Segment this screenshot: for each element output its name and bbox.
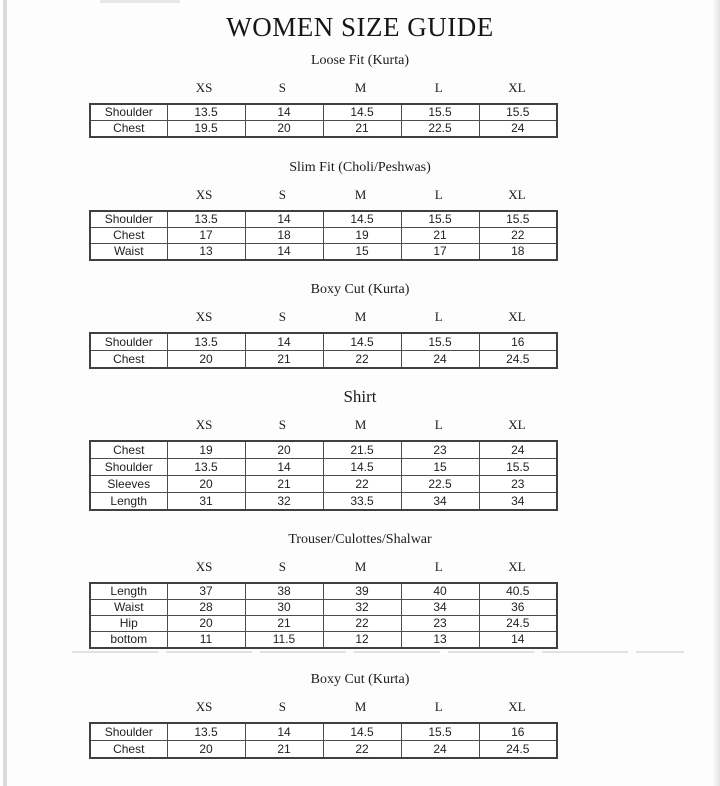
size-value-cell: 15.5: [401, 723, 479, 741]
size-value-cell: 19.5: [167, 121, 245, 138]
size-value-cell: 24.5: [479, 616, 557, 632]
size-header-xs: XS: [195, 309, 213, 324]
size-value-cell: 11.5: [245, 632, 323, 649]
size-value-cell: 14.5: [323, 333, 401, 351]
size-value-cell: 21: [245, 616, 323, 632]
measurement-table: [89, 332, 558, 369]
size-value-cell: 19: [167, 441, 245, 459]
size-value-cell: 22.5: [401, 121, 479, 138]
size-header-l: L: [434, 187, 443, 202]
size-header-l: L: [434, 417, 443, 432]
size-value-cell: 24: [479, 441, 557, 459]
size-value-cell: 19: [323, 228, 401, 244]
section-shirt: [0, 389, 720, 509]
size-value-cell: 16: [479, 333, 557, 351]
size-value-cell: 14: [479, 632, 557, 649]
size-header-xl: XL: [508, 699, 526, 714]
size-value-cell: 14.5: [323, 104, 401, 121]
size-value-cell: 34: [401, 600, 479, 616]
size-value-cell: 20: [245, 441, 323, 459]
table-row: [90, 723, 557, 741]
size-value-cell: 28: [167, 600, 245, 616]
size-header-m: M: [354, 699, 367, 714]
section-title: Trouser/Culottes/Shalwar: [288, 532, 432, 547]
size-value-cell: 15.5: [479, 211, 557, 228]
size-header-s: S: [278, 187, 286, 202]
table-row: [90, 493, 557, 511]
table-row: [90, 583, 557, 600]
size-header-s: S: [278, 80, 286, 95]
size-value-cell: 18: [479, 244, 557, 261]
size-value-cell: 13.5: [167, 459, 245, 476]
size-value-cell: 13: [167, 244, 245, 261]
size-value-cell: 14.5: [323, 723, 401, 741]
table-row: [90, 244, 557, 261]
section-boxy-cut-kurta-1: [0, 281, 720, 369]
size-header-l: L: [434, 559, 443, 574]
size-value-cell: 14.5: [323, 211, 401, 228]
row-label-cell: Sleeves: [90, 476, 167, 493]
size-header-xs: XS: [195, 187, 213, 202]
size-value-cell: 15.5: [479, 459, 557, 476]
table-row: [90, 228, 557, 244]
row-label-cell: Shoulder: [90, 459, 167, 476]
size-value-cell: 24: [401, 741, 479, 759]
size-header-row: [165, 417, 556, 433]
size-header-s: S: [278, 699, 286, 714]
size-value-cell: 14: [245, 104, 323, 121]
table-row: [90, 600, 557, 616]
size-value-cell: 17: [401, 244, 479, 261]
size-value-cell: 20: [167, 741, 245, 759]
size-header-l: L: [434, 309, 443, 324]
size-value-cell: 15: [401, 459, 479, 476]
section-boxy-cut-kurta-2: [0, 671, 720, 759]
size-value-cell: 15.5: [401, 104, 479, 121]
section-title: Shirt: [343, 387, 377, 406]
table-row: [90, 476, 557, 493]
size-header-xs: XS: [195, 559, 213, 574]
size-header-m: M: [354, 417, 367, 432]
row-label-cell: Chest: [90, 351, 167, 369]
size-header-m: M: [354, 309, 367, 324]
size-header-xl: XL: [508, 80, 526, 95]
size-header-xs: XS: [195, 417, 213, 432]
size-value-cell: 22: [323, 351, 401, 369]
size-value-cell: 37: [167, 583, 245, 600]
measurement-table: [89, 103, 558, 138]
size-value-cell: 24: [479, 121, 557, 138]
size-value-cell: 20: [167, 351, 245, 369]
section-title: Boxy Cut (Kurta): [310, 282, 410, 297]
size-header-row: [165, 699, 556, 715]
size-header-row: [165, 309, 556, 325]
size-value-cell: 40: [401, 583, 479, 600]
section-title: Slim Fit (Choli/Peshwas): [289, 160, 431, 175]
size-value-cell: 36: [479, 600, 557, 616]
page-title: WOMEN SIZE GUIDE: [226, 12, 494, 42]
size-value-cell: 12: [323, 632, 401, 649]
size-header-xs: XS: [195, 699, 213, 714]
size-header-row: [165, 187, 556, 203]
size-value-cell: 23: [401, 441, 479, 459]
size-value-cell: 22: [323, 741, 401, 759]
table-row: [90, 441, 557, 459]
size-value-cell: 11: [167, 632, 245, 649]
size-value-cell: 15.5: [401, 333, 479, 351]
row-label-cell: Length: [90, 583, 167, 600]
row-label-cell: Shoulder: [90, 104, 167, 121]
table-row: [90, 632, 557, 649]
size-value-cell: 14: [245, 459, 323, 476]
size-header-s: S: [278, 309, 286, 324]
size-value-cell: 32: [323, 600, 401, 616]
scan-top-smudge: [100, 0, 180, 3]
size-value-cell: 33.5: [323, 493, 401, 511]
size-value-cell: 18: [245, 228, 323, 244]
size-value-cell: 15.5: [479, 104, 557, 121]
row-label-cell: Chest: [90, 228, 167, 244]
size-value-cell: 17: [167, 228, 245, 244]
size-value-cell: 24.5: [479, 351, 557, 369]
section-title: Boxy Cut (Kurta): [310, 672, 410, 687]
size-header-m: M: [354, 80, 367, 95]
size-header-xl: XL: [508, 559, 526, 574]
size-value-cell: 24: [401, 351, 479, 369]
row-label-cell: Hip: [90, 616, 167, 632]
size-header-l: L: [434, 699, 443, 714]
size-header-m: M: [354, 187, 367, 202]
measurement-table: [89, 210, 558, 261]
size-value-cell: 40.5: [479, 583, 557, 600]
size-value-cell: 22: [323, 616, 401, 632]
size-header-m: M: [354, 559, 367, 574]
size-header-row: [165, 559, 556, 575]
scan-ghost-line: [72, 651, 684, 653]
size-value-cell: 24.5: [479, 741, 557, 759]
size-header-xl: XL: [508, 187, 526, 202]
table-row: [90, 351, 557, 369]
row-label-cell: Chest: [90, 441, 167, 459]
row-label-cell: Chest: [90, 741, 167, 759]
size-header-xl: XL: [508, 417, 526, 432]
size-value-cell: 20: [245, 121, 323, 138]
table-row: [90, 333, 557, 351]
section-title: Loose Fit (Kurta): [311, 53, 409, 68]
size-header-xs: XS: [195, 80, 213, 95]
size-value-cell: 31: [167, 493, 245, 511]
size-value-cell: 14.5: [323, 459, 401, 476]
measurement-table: [89, 722, 558, 759]
section-trouser-culottes-shalwar: [0, 531, 720, 649]
size-value-cell: 21: [401, 228, 479, 244]
size-value-cell: 21: [245, 351, 323, 369]
size-value-cell: 21.5: [323, 441, 401, 459]
size-value-cell: 30: [245, 600, 323, 616]
size-value-cell: 22.5: [401, 476, 479, 493]
size-value-cell: 15: [323, 244, 401, 261]
row-label-cell: Length: [90, 493, 167, 511]
size-value-cell: 34: [401, 493, 479, 511]
size-value-cell: 16: [479, 723, 557, 741]
size-header-row: [165, 80, 556, 96]
size-value-cell: 13.5: [167, 211, 245, 228]
size-value-cell: 14: [245, 723, 323, 741]
size-value-cell: 20: [167, 476, 245, 493]
table-row: [90, 211, 557, 228]
row-label-cell: Shoulder: [90, 333, 167, 351]
size-value-cell: 20: [167, 616, 245, 632]
row-label-cell: Waist: [90, 600, 167, 616]
size-header-s: S: [278, 559, 286, 574]
row-label-cell: Shoulder: [90, 723, 167, 741]
size-value-cell: 14: [245, 333, 323, 351]
size-value-cell: 13.5: [167, 723, 245, 741]
section-loose-fit-kurta: [0, 52, 720, 136]
size-value-cell: 15.5: [401, 211, 479, 228]
section-slim-fit-choli-peshwas: [0, 159, 720, 259]
size-value-cell: 14: [245, 211, 323, 228]
size-header-xl: XL: [508, 309, 526, 324]
row-label-cell: Chest: [90, 121, 167, 138]
size-value-cell: 22: [323, 476, 401, 493]
size-header-l: L: [434, 80, 443, 95]
size-value-cell: 13.5: [167, 333, 245, 351]
table-row: [90, 121, 557, 138]
row-label-cell: Waist: [90, 244, 167, 261]
table-row: [90, 741, 557, 759]
size-value-cell: 14: [245, 244, 323, 261]
row-label-cell: bottom: [90, 632, 167, 649]
table-row: [90, 459, 557, 476]
measurement-table: [89, 440, 558, 511]
size-value-cell: 13.5: [167, 104, 245, 121]
size-value-cell: 22: [479, 228, 557, 244]
size-value-cell: 23: [401, 616, 479, 632]
measurement-table: [89, 582, 558, 649]
size-value-cell: 13: [401, 632, 479, 649]
size-value-cell: 21: [323, 121, 401, 138]
table-row: [90, 104, 557, 121]
size-value-cell: 38: [245, 583, 323, 600]
size-value-cell: 39: [323, 583, 401, 600]
size-value-cell: 23: [479, 476, 557, 493]
size-value-cell: 21: [245, 741, 323, 759]
row-label-cell: Shoulder: [90, 211, 167, 228]
size-value-cell: 21: [245, 476, 323, 493]
size-header-s: S: [278, 417, 286, 432]
table-row: [90, 616, 557, 632]
size-value-cell: 34: [479, 493, 557, 511]
size-value-cell: 32: [245, 493, 323, 511]
